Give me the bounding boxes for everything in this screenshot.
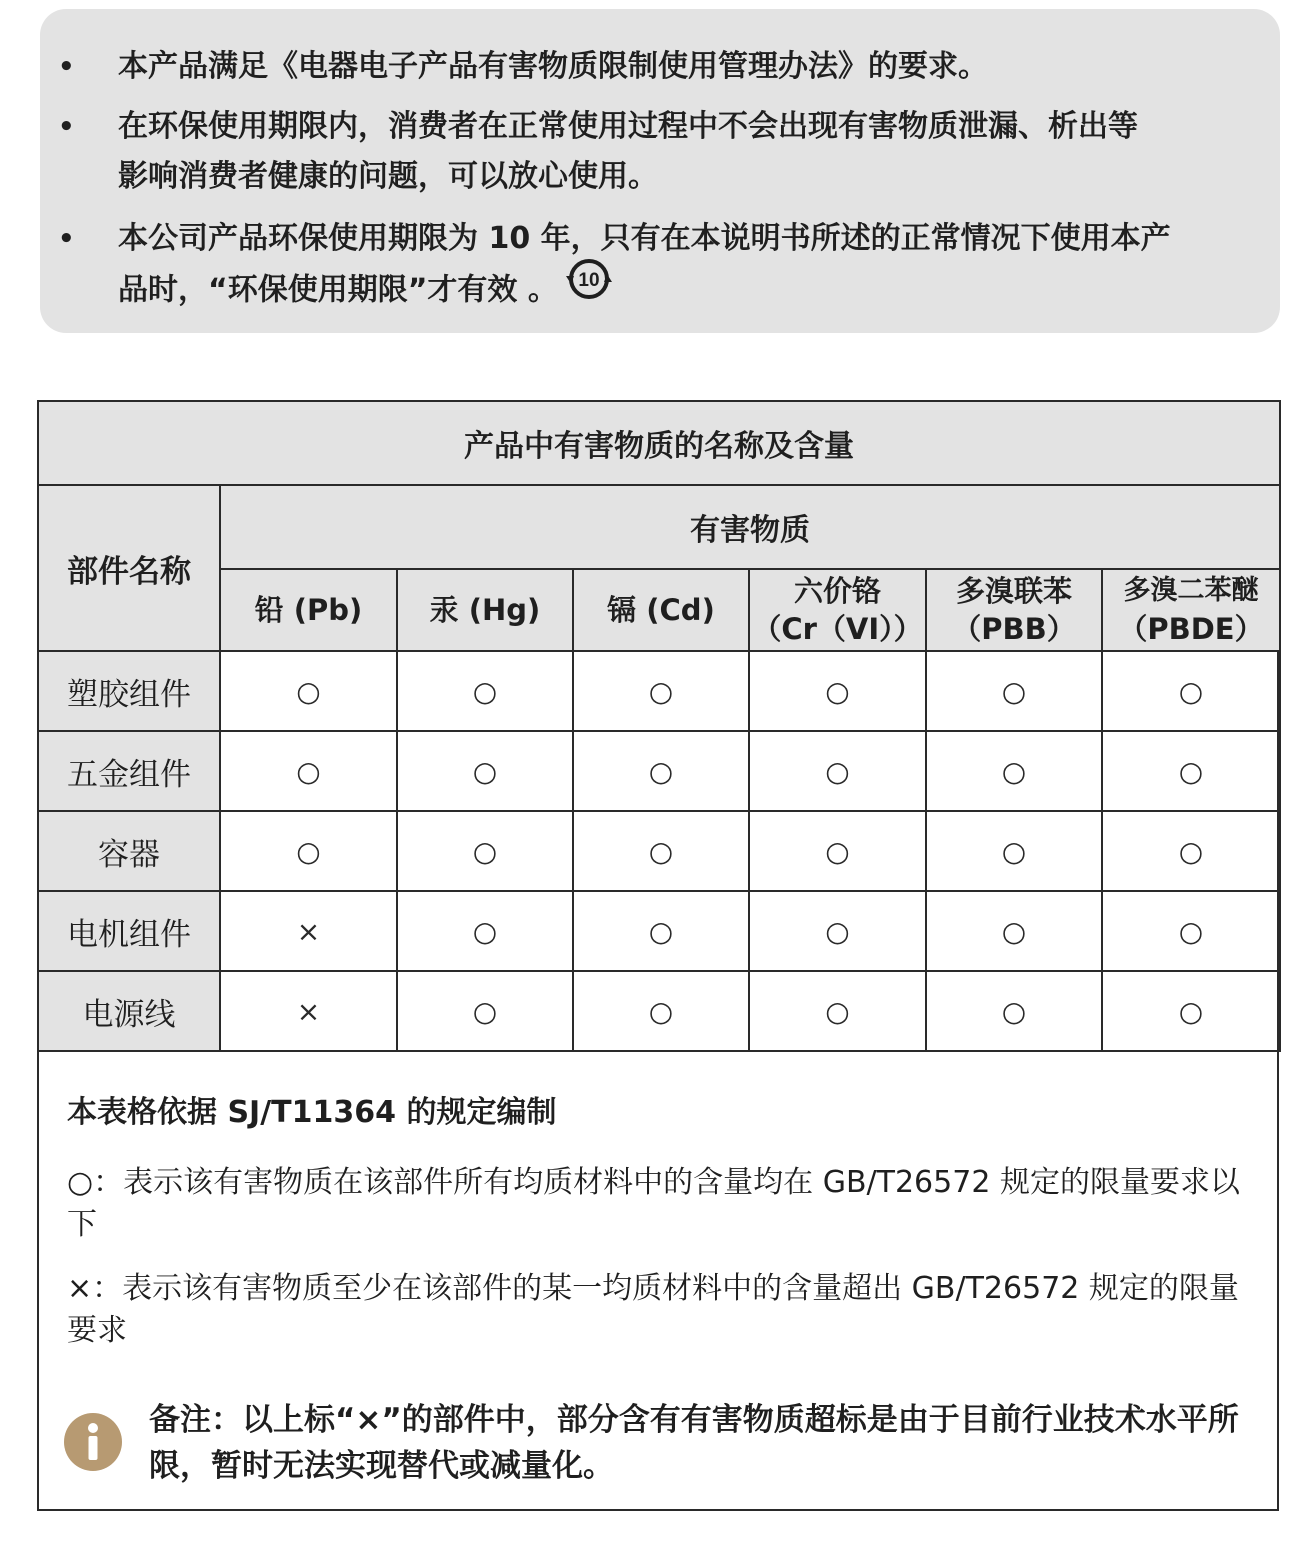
column-header-cadmium: 镉 (Cd) [573,569,749,651]
notice-item-2-line-1: 在环保使用期限内，消费者在正常使用过程中不会出现有害物质泄漏、析出等 [118,109,1138,144]
substance-mark: ○ [926,731,1102,811]
column-header-pbde: 多溴二苯醚 （PBDE） [1102,569,1280,651]
substance-mark: ○ [749,971,926,1051]
notice-item-1-line-1: 本产品满足《电器电子产品有害物质限制使用管理办法》的要求。 [118,49,988,84]
substance-mark: ○ [749,731,926,811]
table-title: 产品中有害物质的名称及含量 [38,401,1280,485]
substance-mark: ○ [1102,651,1280,731]
substance-mark: ○ [1102,731,1280,811]
part-name-header: 部件名称 [38,485,220,651]
substance-mark: ○ [926,651,1102,731]
substance-mark: ○ [1102,891,1280,971]
column-header-lead: 铅 (Pb) [220,569,397,651]
substance-mark: ○ [397,731,573,811]
substance-mark: ○ [749,811,926,891]
hazardous-substances-table-frame [37,400,1279,1511]
info-icon [63,1412,123,1476]
column-header-mercury: 汞 (Hg) [397,569,573,651]
row-label: 五金组件 [38,731,220,811]
notice-item-3-line-2-text: 品时，“环保使用期限”才有效 。 [118,272,558,308]
substance-mark: ○ [926,891,1102,971]
substance-mark: ○ [397,891,573,971]
bullet-dot: • [58,52,75,82]
substance-mark: × [220,891,397,971]
table-row [38,891,1280,971]
substance-mark: ○ [397,811,573,891]
substance-mark: ○ [220,811,397,891]
table-row [38,651,1280,731]
substance-mark: × [220,971,397,1051]
substance-mark: ○ [397,971,573,1051]
hazardous-substances-table [37,400,1281,1052]
table-row [38,971,1280,1051]
substance-mark: ○ [220,731,397,811]
standard-note: 本表格依据 SJ/T11364 的规定编制 [67,1095,557,1130]
table-row [38,731,1280,811]
bullet-dot: • [58,112,75,142]
row-label: 塑胶组件 [38,651,220,731]
environmental-protection-period-icon [564,256,614,318]
substance-mark: ○ [573,891,749,971]
substance-mark: ○ [749,891,926,971]
circle-legend-note: ○：表示该有害物质在该部件所有均质材料中的含量均在 GB/T26572 规定的限量要求以下 [67,1165,1240,1242]
table-row [38,811,1280,891]
environmental-notice-panel [40,9,1280,333]
cross-legend-note: ×：表示该有害物质至少在该部件的某一均质材料中的含量超出 GB/T26572 规定的限量要求 [67,1271,1239,1348]
substance-mark: ○ [573,651,749,731]
substance-mark: ○ [573,811,749,891]
row-label: 容器 [38,811,220,891]
substance-mark: ○ [926,811,1102,891]
substance-mark: ○ [397,651,573,731]
column-header-chromium: 六价铬 （Cr（VI）） [749,569,926,651]
substance-mark: ○ [1102,811,1280,891]
row-label: 电源线 [38,971,220,1051]
notice-item-3-line-1: 本公司产品环保使用期限为 10 年，只有在本说明书所述的正常情况下使用本产 [118,221,1171,256]
hazardous-substance-group-header: 有害物质 [220,485,1280,569]
column-header-pbb: 多溴联苯 （PBB） [926,569,1102,651]
substance-mark: ○ [749,651,926,731]
substance-mark: ○ [220,651,397,731]
substance-mark: ○ [1102,971,1280,1051]
environmental-protection-period-label: 10 [578,270,600,291]
substance-mark: ○ [573,731,749,811]
notice-item-3-line-2 [118,264,1258,318]
row-label: 电机组件 [38,891,220,971]
notice-item-2-line-2: 影响消费者健康的问题，可以放心使用。 [118,159,658,194]
substance-mark: ○ [926,971,1102,1051]
bullet-dot: • [58,224,75,254]
remark-note: 备注：以上标“×”的部件中，部分含有有害物质超标是由于目前行业技术水平所限，暂时无法实现替代或减量化。 [149,1402,1239,1484]
substance-mark: ○ [573,971,749,1051]
